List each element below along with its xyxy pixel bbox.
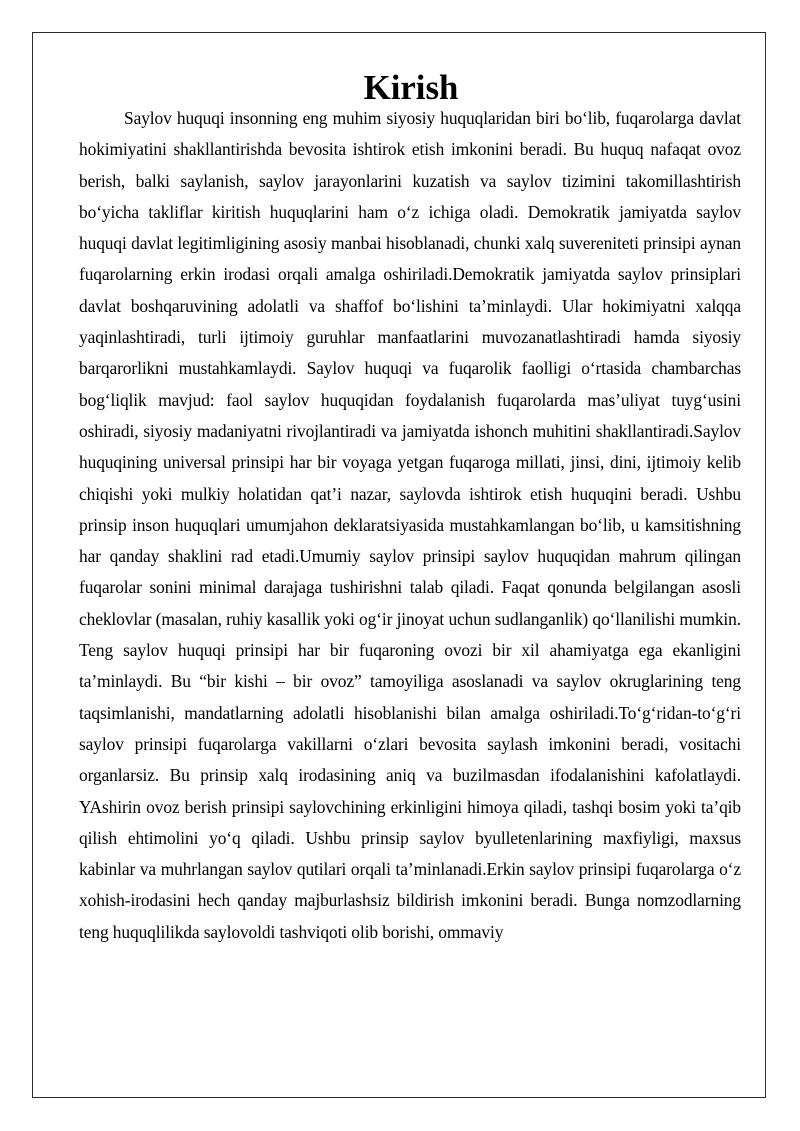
document-heading: Kirish [363,68,459,107]
document-body [79,68,741,948]
body-paragraph: Saylov huquqi insonning eng muhim siyosiy huquqlaridan biri bo‘lib, fuqarolarga davlat hokimiyatini shakllantirishda bevosita ishtirok etish imkonini beradi. Bu huquq nafaqat ovoz berish, balki saylanish, saylov jarayonlarini kuzatish va saylov tizimini takomillashtirish bo‘yicha takliflar kiritish huquqlarini ham o‘z ichiga oladi. Demokratik jamiyatda saylov huquqi davlat legitimligining asosiy manbai hisoblanadi, chunki xalq suvereniteti prinsipi aynan fuqarolarning erkin irodasi orqali amalga oshiriladi.Demokratik jamiyatda saylov prinsiplari davlat boshqaruvining adolatli va shaffof bo‘lishini ta’minlaydi. Ular hokimiyatni xalqqa yaqinlashtiradi, turli ijtimoiy guruhlar manfaatlarini muvozanatlashtiradi hamda siyosiy barqarorlikni mustahkamlaydi. Saylov huquqi va fuqarolik faolligi o‘rtasida chambarchas bog‘liqlik mavjud: faol saylov huquqidan foydalanish fuqarolarda mas’uliyat tuyg‘usini oshiradi, siyosiy madaniyatni rivojlantiradi va jamiyatda ishonch muhitini shakllantiradi.Saylov huquqining universal prinsipi har bir voyaga yetgan fuqaroga millati, jinsi, dini, ijtimoiy kelib chiqishi yoki mulkiy holatidan qat’i nazar, saylovda ishtirok etish huquqini beradi. Ushbu prinsip inson huquqlari umumjahon deklaratsiyasida mustahkamlangan bo‘lib, u kamsitishning har qanday shaklini rad etadi.Umumiy saylov prinsipi saylov huquqidan mahrum qilingan fuqarolar sonini minimal darajaga tushirishni talab qiladi. Faqat qonunda belgilangan asosli cheklovlar (masalan, ruhiy kasallik yoki og‘ir jinoyat uchun sudlanganlik) qo‘llanilishi mumkin. Teng saylov huquqi prinsipi har bir fuqaroning ovozi bir xil ahamiyatga ega ekanligini ta’minlaydi. Bu “bir kishi – bir ovoz” tamoyiliga asoslanadi va saylov okruglarining teng taqsimlanishi, mandatlarning adolatli hisoblanishi bilan amalga oshiriladi.To‘g‘ridan-to‘g‘ri saylov prinsipi fuqarolarga vakillarni o‘zlari bevosita saylash imkonini beradi, vositachi organlarsiz. Bu prinsip xalq irodasining aniq va buzilmasdan ifodalanishini kafolatlaydi. YAshirin ovoz berish prinsipi saylovchining erkinligini himoya qiladi, tashqi bosim yoki ta’qib qilish ehtimolini yo‘q qiladi. Ushbu prinsip saylov byulletenlarining maxfiyligi, maxsus kabinlar va muhrlangan saylov qutilari orqali ta’minlanadi.Erkin saylov prinsipi fuqarolarga o‘z xohish-irodasini hech qanday majburlashsiz bildirish imkonini beradi. Bunga nomzodlarning teng huquqlilikda saylovoldi tashviqoti olib borishi, ommaviy [79,108,741,942]
